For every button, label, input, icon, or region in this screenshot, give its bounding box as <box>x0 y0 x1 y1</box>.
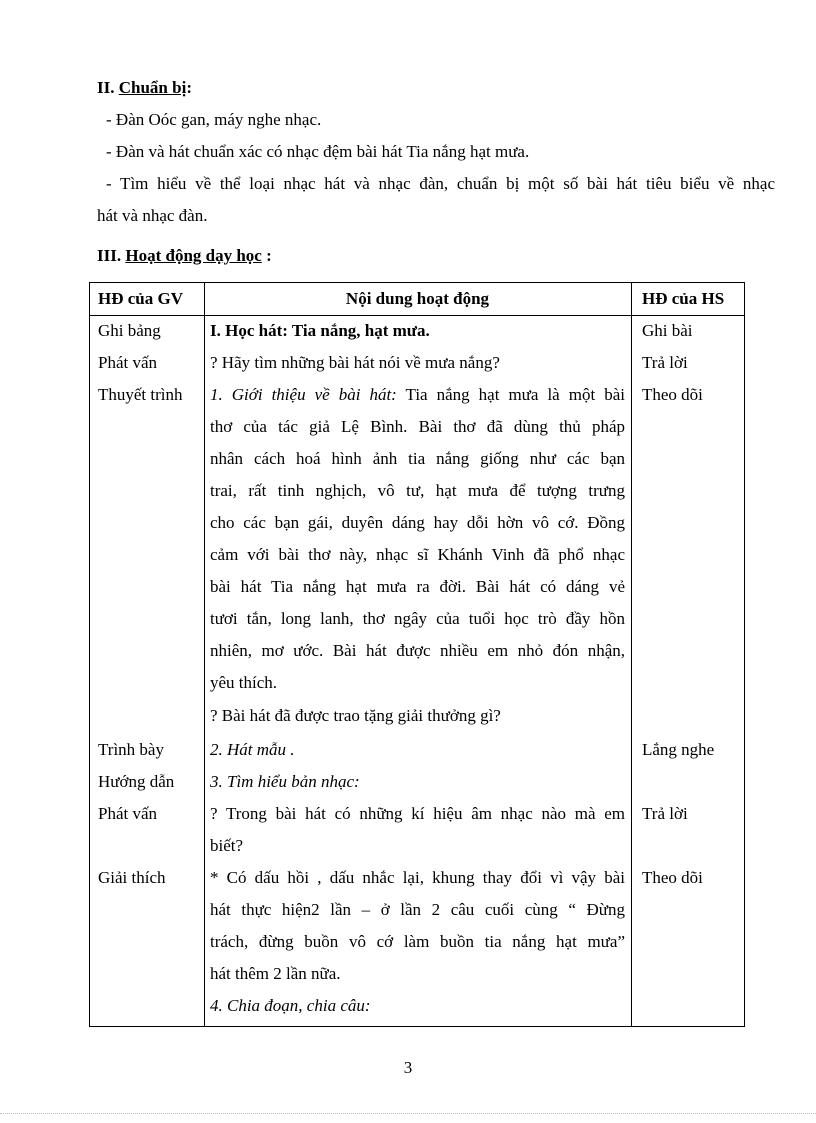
section-3-title: Hoạt động dạy học <box>125 246 262 265</box>
prep-item-1: - Đàn Oóc gan, máy nghe nhạc. <box>106 110 322 129</box>
intro-line: nhân cách hoá hình ảnh tia nắng giống như các bạn <box>210 449 625 468</box>
question-3-line: biết? <box>210 836 244 855</box>
lesson-title: I. Học hát: Tia nắng, hạt mưa. <box>210 321 430 340</box>
step-4: 4. Chia đoạn, chia câu: <box>210 996 371 1015</box>
hs-activity: Theo dõi <box>642 868 703 887</box>
section-3-heading: III. Hoạt động dạy học : <box>97 246 272 265</box>
step-2: 2. Hát mẫu . <box>210 740 295 759</box>
page-bottom-border <box>0 1113 816 1114</box>
table-divider <box>631 283 632 1026</box>
prep-item-2: - Đàn và hát chuẩn xác có nhạc đệm bài hát Tia nắng hạt mưa. <box>106 142 530 161</box>
gv-activity: Giải thích <box>98 868 166 887</box>
hs-activity: Trả lời <box>642 804 688 823</box>
intro-line: cho các bạn gái, duyên dáng hay dỗi hờn vô cớ. Đồng <box>210 513 625 532</box>
table-divider <box>204 283 205 1026</box>
gv-activity: Thuyết trình <box>98 385 183 404</box>
hs-activity: Ghi bài <box>642 321 693 340</box>
intro-line: yêu thích. <box>210 673 278 692</box>
header-content: Nội dung hoạt động <box>345 289 490 308</box>
header-student: HĐ của HS <box>642 289 725 308</box>
prep-item-3: - Tìm hiểu về thể loại nhạc hát và nhạc đàn, chuẩn bị một số bài hát tiêu biểu về nhạc <box>106 174 775 193</box>
question-3-line: ? Trong bài hát có những kí hiệu âm nhạc nào mà em <box>210 804 625 823</box>
section-2-heading: II. Chuẩn bị: <box>97 78 192 97</box>
gv-activity: Hướng dẫn <box>98 772 175 791</box>
explain-line: * Có dấu hồi , dấu nhắc lại, khung thay đổi vì vậy bài <box>210 868 625 887</box>
question-2: ? Bài hát đã được trao tặng giải thưởng gì? <box>210 706 501 725</box>
gv-activity: Ghi bảng <box>98 321 161 340</box>
page-number: 3 <box>403 1058 413 1077</box>
section-2-title: Chuẩn bị <box>118 78 187 97</box>
intro-line: tươi tắn, long lanh, thơ ngây của tuổi học trò đầy hồn <box>210 609 625 628</box>
intro-line: nhiên, mơ ước. Bài hát được nhiều em nhỏ đón nhận, <box>210 641 625 660</box>
hs-activity: Trả lời <box>642 353 688 372</box>
header-teacher: HĐ của GV <box>98 289 183 308</box>
explain-line: hát thêm 2 lần nữa. <box>210 964 341 983</box>
intro-line: cảm với bài thơ này, nhạc sĩ Khánh Vinh đã phổ nhạc <box>210 545 625 564</box>
table-header-divider <box>90 315 744 316</box>
gv-activity: Trình bày <box>98 740 164 759</box>
prep-item-3-cont: hát và nhạc đàn. <box>97 206 208 225</box>
intro-line: 1. Giới thiệu về bài hát: Tia nắng hạt mưa là một bài <box>210 385 625 404</box>
intro-line: bài hát Tia nắng hạt mưa ra đời. Bài hát có dáng vẻ <box>210 577 625 596</box>
intro-line: thơ của tác giả Lệ Bình. Bài thơ đã dùng thủ pháp <box>210 417 625 436</box>
gv-activity: Phát vấn <box>98 353 158 372</box>
question-1: ? Hãy tìm những bài hát nói về mưa nắng? <box>210 353 500 372</box>
intro-line: trai, rất tinh nghịch, vô tư, hạt mưa để tượng trưng <box>210 481 625 500</box>
activity-table <box>89 282 745 1027</box>
step-3: 3. Tìm hiểu bản nhạc: <box>210 772 360 791</box>
intro-label: 1. Giới thiệu về bài hát: <box>210 385 397 404</box>
gv-activity: Phát vấn <box>98 804 158 823</box>
hs-activity: Lắng nghe <box>642 740 715 759</box>
explain-line: trách, đừng buồn vô cớ làm buồn tia nắng hạt mưa” <box>210 932 625 951</box>
hs-activity: Theo dõi <box>642 385 703 404</box>
explain-line: hát thực hiện2 lần – ở lần 2 câu cuối cùng “ Đừng <box>210 900 625 919</box>
